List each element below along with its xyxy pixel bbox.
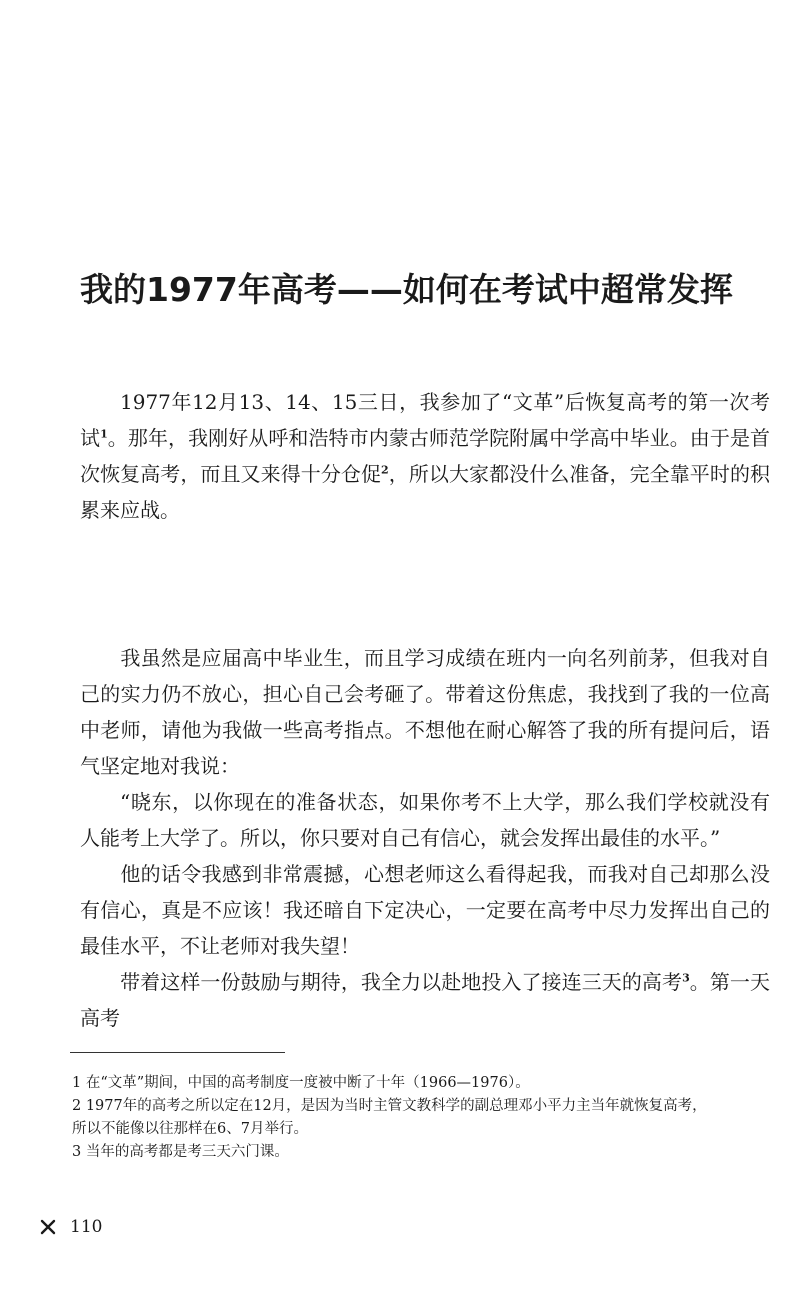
footnote-divider [70, 1052, 285, 1053]
paragraph-text: 。第一天高考 [80, 970, 771, 1030]
footnote-item: 所以不能像以往那样在6、7月举行。 [72, 1121, 308, 1137]
footnote-item: 1 在“文革”期间，中国的高考制度一度被中断了十年（1966—1976）。 [72, 1075, 530, 1091]
page-footer [40, 1216, 102, 1238]
quote-paragraph [80, 784, 770, 856]
footnote-item: 2 1977年的高考之所以定在12月，是因为当时主管文教科学的副总理邓小平力主当年就恢复高考， [72, 1098, 707, 1114]
footnote-ref: 1 [100, 427, 108, 441]
paragraph-text: ，所以大家都没什么准备，完全靠平时的积累来应战。 [80, 462, 771, 522]
body-paragraph [80, 964, 770, 1036]
paragraph-text: 1977年12月13、14、15三日，我参加了“文革”后恢复高考的第一次考试 [80, 390, 770, 450]
cross-icon [40, 1219, 56, 1235]
body-text [80, 640, 770, 1036]
paragraph-text: 我虽然是应届高中毕业生，而且学习成绩在班内一向名列前茅，但我对自己的实力仍不放心，担心自己会考砸了。带着这份焦虑，我找到了我的一位高中老师，请他为我做一些高考指点。不想他在耐心解答了我的所有提问后，语气坚定地对我说： [80, 646, 770, 778]
footnote-ref: 2 [381, 463, 389, 477]
chapter-title: 我的1977年高考——如何在考试中超常发挥 [80, 270, 733, 309]
paragraph-text: 。那年，我刚好从呼和浩特市内蒙古师范学院附属中学高中毕业。由于是首次恢复高考，而且又来得十分仓促 [80, 426, 771, 486]
footnote-item: 3 当年的高考都是考三天六门课。 [72, 1144, 289, 1160]
paragraph-text: “晓东，以你现在的准备状态，如果你考不上大学，那么我们学校就没有人能考上大学了。所以，你只要对自己有信心，就会发挥出最佳的水平。” [80, 790, 770, 850]
footnote-ref: 3 [682, 971, 690, 985]
page-number: 110 [70, 1217, 103, 1237]
body-paragraph [80, 640, 770, 784]
intro-paragraph [80, 384, 770, 528]
paragraph-text: 带着这样一份鼓励与期待，我全力以赴地投入了接连三天的高考 [120, 970, 683, 994]
paragraph-text: 他的话令我感到非常震撼，心想老师这么看得起我，而我对自己却那么没有信心，真是不应该！我还暗自下定决心，一定要在高考中尽力发挥出自己的最佳水平，不让老师对我失望！ [80, 862, 770, 958]
footnotes [72, 1072, 772, 1164]
body-paragraph [80, 856, 770, 964]
